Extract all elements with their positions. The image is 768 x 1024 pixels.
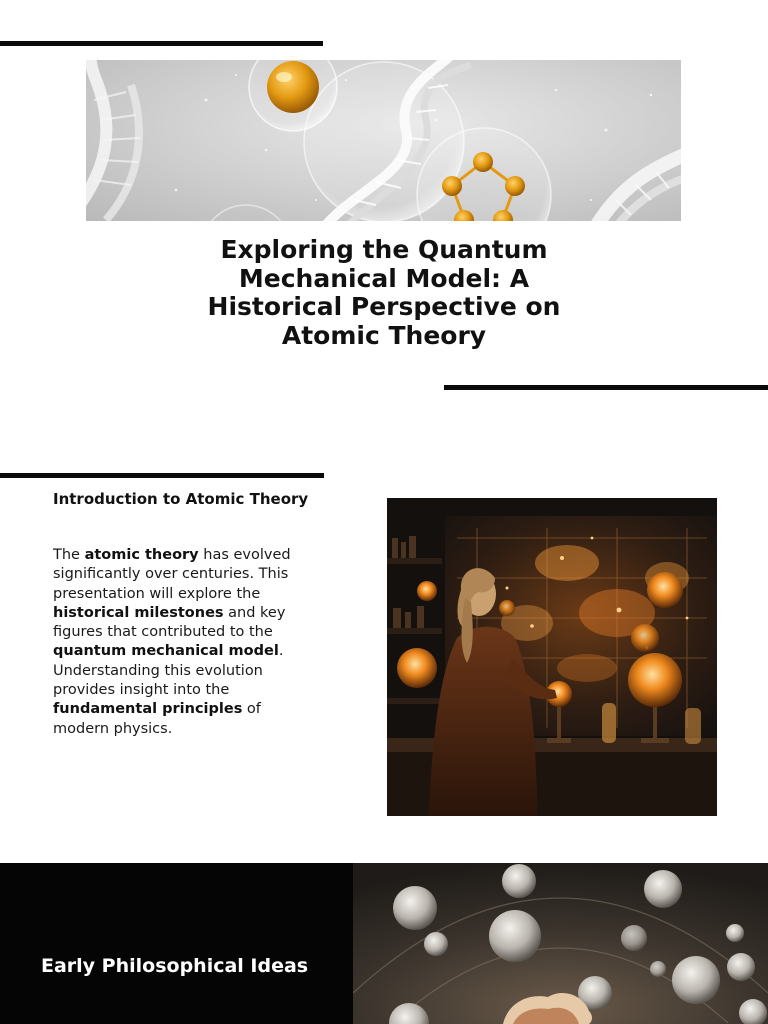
emphasized-term: fundamental principles bbox=[53, 701, 243, 718]
paragraph-text: figures that contributed to the bbox=[53, 624, 273, 641]
intro-paragraph-line bbox=[53, 681, 315, 700]
intro-paragraph bbox=[53, 546, 315, 739]
page-title bbox=[150, 236, 618, 350]
intro-paragraph-line bbox=[53, 565, 315, 584]
emphasized-term: historical milestones bbox=[53, 604, 224, 621]
paragraph-text: has evolved bbox=[198, 547, 291, 563]
dna-molecules-icon bbox=[86, 60, 681, 221]
paragraph-text: modern physics. bbox=[53, 720, 173, 737]
next-section-band bbox=[0, 863, 768, 1024]
decorative-rule-right bbox=[444, 385, 768, 390]
floating-moons-icon bbox=[353, 863, 768, 1024]
paragraph-text: significantly over centuries. This bbox=[53, 566, 289, 583]
floating-moons-image bbox=[353, 863, 768, 1024]
intro-paragraph-line bbox=[53, 546, 315, 565]
intro-paragraph-line bbox=[53, 700, 315, 719]
paragraph-text: of bbox=[242, 701, 261, 718]
intro-paragraph-line bbox=[53, 642, 315, 661]
next-section-panel bbox=[0, 863, 353, 1024]
paragraph-text: and key bbox=[223, 604, 286, 621]
paragraph-text: provides insight into the bbox=[53, 682, 230, 699]
scientist-glowing-orbs-icon bbox=[387, 498, 717, 816]
paragraph-text: The bbox=[53, 547, 85, 563]
decorative-rule-left bbox=[0, 473, 324, 478]
emphasized-term: quantum mechanical model bbox=[53, 643, 279, 660]
scientist-image bbox=[387, 498, 717, 816]
intro-paragraph-line bbox=[53, 623, 315, 642]
hero-image bbox=[86, 60, 681, 221]
title-line: Mechanical Model: A bbox=[238, 263, 530, 293]
title-line: Atomic Theory bbox=[281, 320, 487, 350]
intro-paragraph-line bbox=[53, 585, 315, 604]
emphasized-term: atomic theory bbox=[84, 547, 199, 563]
intro-paragraph-line bbox=[53, 604, 315, 623]
title-line: Exploring the Quantum bbox=[220, 235, 548, 264]
title-line: Historical Perspective on bbox=[207, 292, 561, 321]
intro-paragraph-line bbox=[53, 720, 315, 739]
decorative-rule-top bbox=[0, 41, 323, 46]
paragraph-text: Understanding this evolution bbox=[53, 662, 263, 679]
cropped-text-fragment bbox=[41, 1015, 301, 1024]
paragraph-text: presentation will explore the bbox=[53, 585, 261, 602]
intro-paragraph-line bbox=[53, 662, 315, 681]
section-heading-introduction: Introduction to Atomic Theory bbox=[53, 490, 309, 508]
section-heading-early-ideas: Early Philosophical Ideas bbox=[41, 955, 309, 977]
paragraph-text: . bbox=[278, 643, 284, 660]
